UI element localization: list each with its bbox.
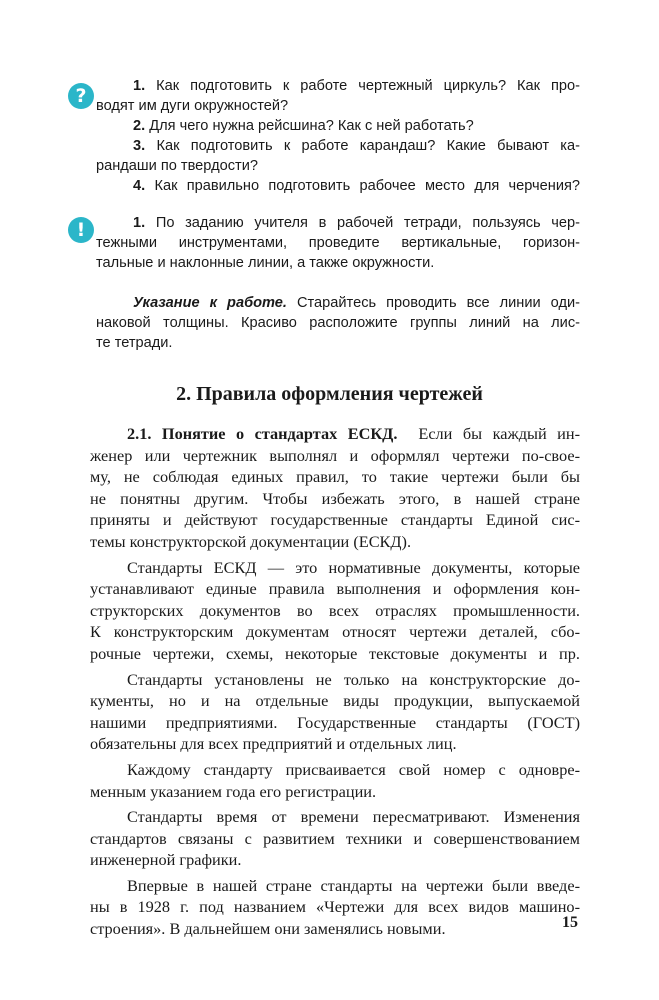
- paragraph-3: [90, 669, 580, 755]
- paragraph-line: приняты и действуют государственные стандарты Единой сис-: [90, 510, 580, 530]
- paragraph-line: рочные чертежи, схемы, некоторые текстовые документы и пр.: [90, 643, 580, 663]
- subsection-heading: 2.1. Понятие о стандартах ЕСКД.: [127, 424, 398, 443]
- paragraph-line: Стандарты установлены не только на конструкторские до-: [127, 669, 580, 689]
- hint-label: Указание к работе.: [133, 295, 287, 311]
- work-hint: [96, 293, 580, 353]
- paragraph-line: устанавливают единые правила выполнения и оформления кон-: [90, 579, 580, 599]
- paragraph-line: структорских документов во всех отраслях промышленности.: [90, 600, 580, 620]
- question-3-line-2: рандаши по твердости?: [96, 158, 258, 174]
- question-2-number: 2.: [133, 118, 146, 134]
- task-line-1: 1. По заданию учителя в рабочей тетради, пользуясь чер-: [133, 215, 580, 231]
- paragraph-5: [90, 806, 580, 871]
- paragraph-line: Стандарты ЕСКД — это нормативные документы, которые: [127, 557, 580, 577]
- task-line-2: тежными инструментами, проведите вертикальные, горизон-: [96, 235, 580, 251]
- paragraph-6: [90, 875, 580, 940]
- question-3-line-1: 3. Как подготовить к работе карандаш? Какие бывают ка-: [133, 138, 580, 154]
- paragraph-line: стандартов связаны с развитием техники и совершенствованием: [90, 828, 580, 848]
- paragraph-line: му, не соблюдая единых правил, то такие чертежи были бы: [90, 467, 580, 487]
- question-1-number: 1.: [133, 78, 146, 94]
- page-number: 15: [562, 914, 578, 931]
- paragraph-line: менным указанием года его регистрации.: [90, 781, 377, 801]
- question-1-line-2: водят им дуги окружностей?: [96, 98, 289, 114]
- question-4-number: 4.: [133, 178, 146, 194]
- paragraph-line: нашими предприятиями. Государственные стандарты (ГОСТ): [90, 712, 580, 732]
- question-icon: ?: [68, 83, 94, 109]
- paragraph-line: строения». В дальнейшем они заменялись новыми.: [90, 919, 446, 939]
- paragraph-4: [90, 759, 580, 802]
- paragraph-line: 2.1. Понятие о стандартах ЕСКД. Если бы каждый ин-: [127, 424, 580, 443]
- hint-line-2: наковой толщины. Красиво расположите группы линий на лис-: [96, 315, 580, 331]
- task-number: 1.: [133, 215, 146, 231]
- paragraph-line: Впервые в нашей стране стандарты на чертежи были введе-: [127, 875, 580, 895]
- question-1-line-1: 1. Как подготовить к работе чертежный циркуль? Как про-: [133, 78, 580, 94]
- section-title: 2. Правила оформления чертежей: [176, 383, 483, 405]
- question-3-number: 3.: [133, 138, 146, 154]
- paragraph-line: темы конструкторской документации (ЕСКД).: [90, 531, 412, 551]
- hint-line-1: Указание к работе. Старайтесь проводить все линии оди-: [133, 295, 580, 311]
- paragraph-line: женер или чертежник выполнял и оформлял чертежи по-свое-: [90, 445, 580, 465]
- paragraph-line: ны в 1928 г. под названием «Чертежи для всех видов машино-: [90, 897, 580, 917]
- paragraph-line: К конструкторским документам относят чертежи деталей, сбо-: [90, 622, 580, 642]
- task-line-3: тальные и наклонные линии, а также окружности.: [96, 255, 435, 271]
- paragraph-1: [90, 423, 580, 553]
- paragraph-line: обязательны для всех предприятий и отдельных лиц.: [90, 734, 457, 754]
- paragraph-line: Каждому стандарту присваивается свой номер с одновре-: [127, 759, 580, 779]
- exclamation-icon: !: [68, 217, 94, 243]
- paragraph-line: кументы, но и на отдельные виды продукции, выпускаемой: [90, 691, 580, 711]
- paragraph-line: не понятны другим. Чтобы избежать этого, в нашей стране: [90, 488, 580, 508]
- review-questions: [96, 76, 580, 196]
- hint-line-3: те тетради.: [96, 335, 173, 351]
- practical-task: [96, 213, 580, 273]
- question-4: 4. Как правильно подготовить рабочее место для черчения?: [133, 178, 580, 194]
- paragraph-line: инженерной графики.: [90, 850, 242, 870]
- paragraph-2: [90, 557, 580, 665]
- section-body: [90, 423, 580, 944]
- question-2: 2. Для чего нужна рейсшина? Как с ней работать?: [133, 118, 474, 134]
- paragraph-line: Стандарты время от времени пересматривают. Изменения: [127, 807, 580, 827]
